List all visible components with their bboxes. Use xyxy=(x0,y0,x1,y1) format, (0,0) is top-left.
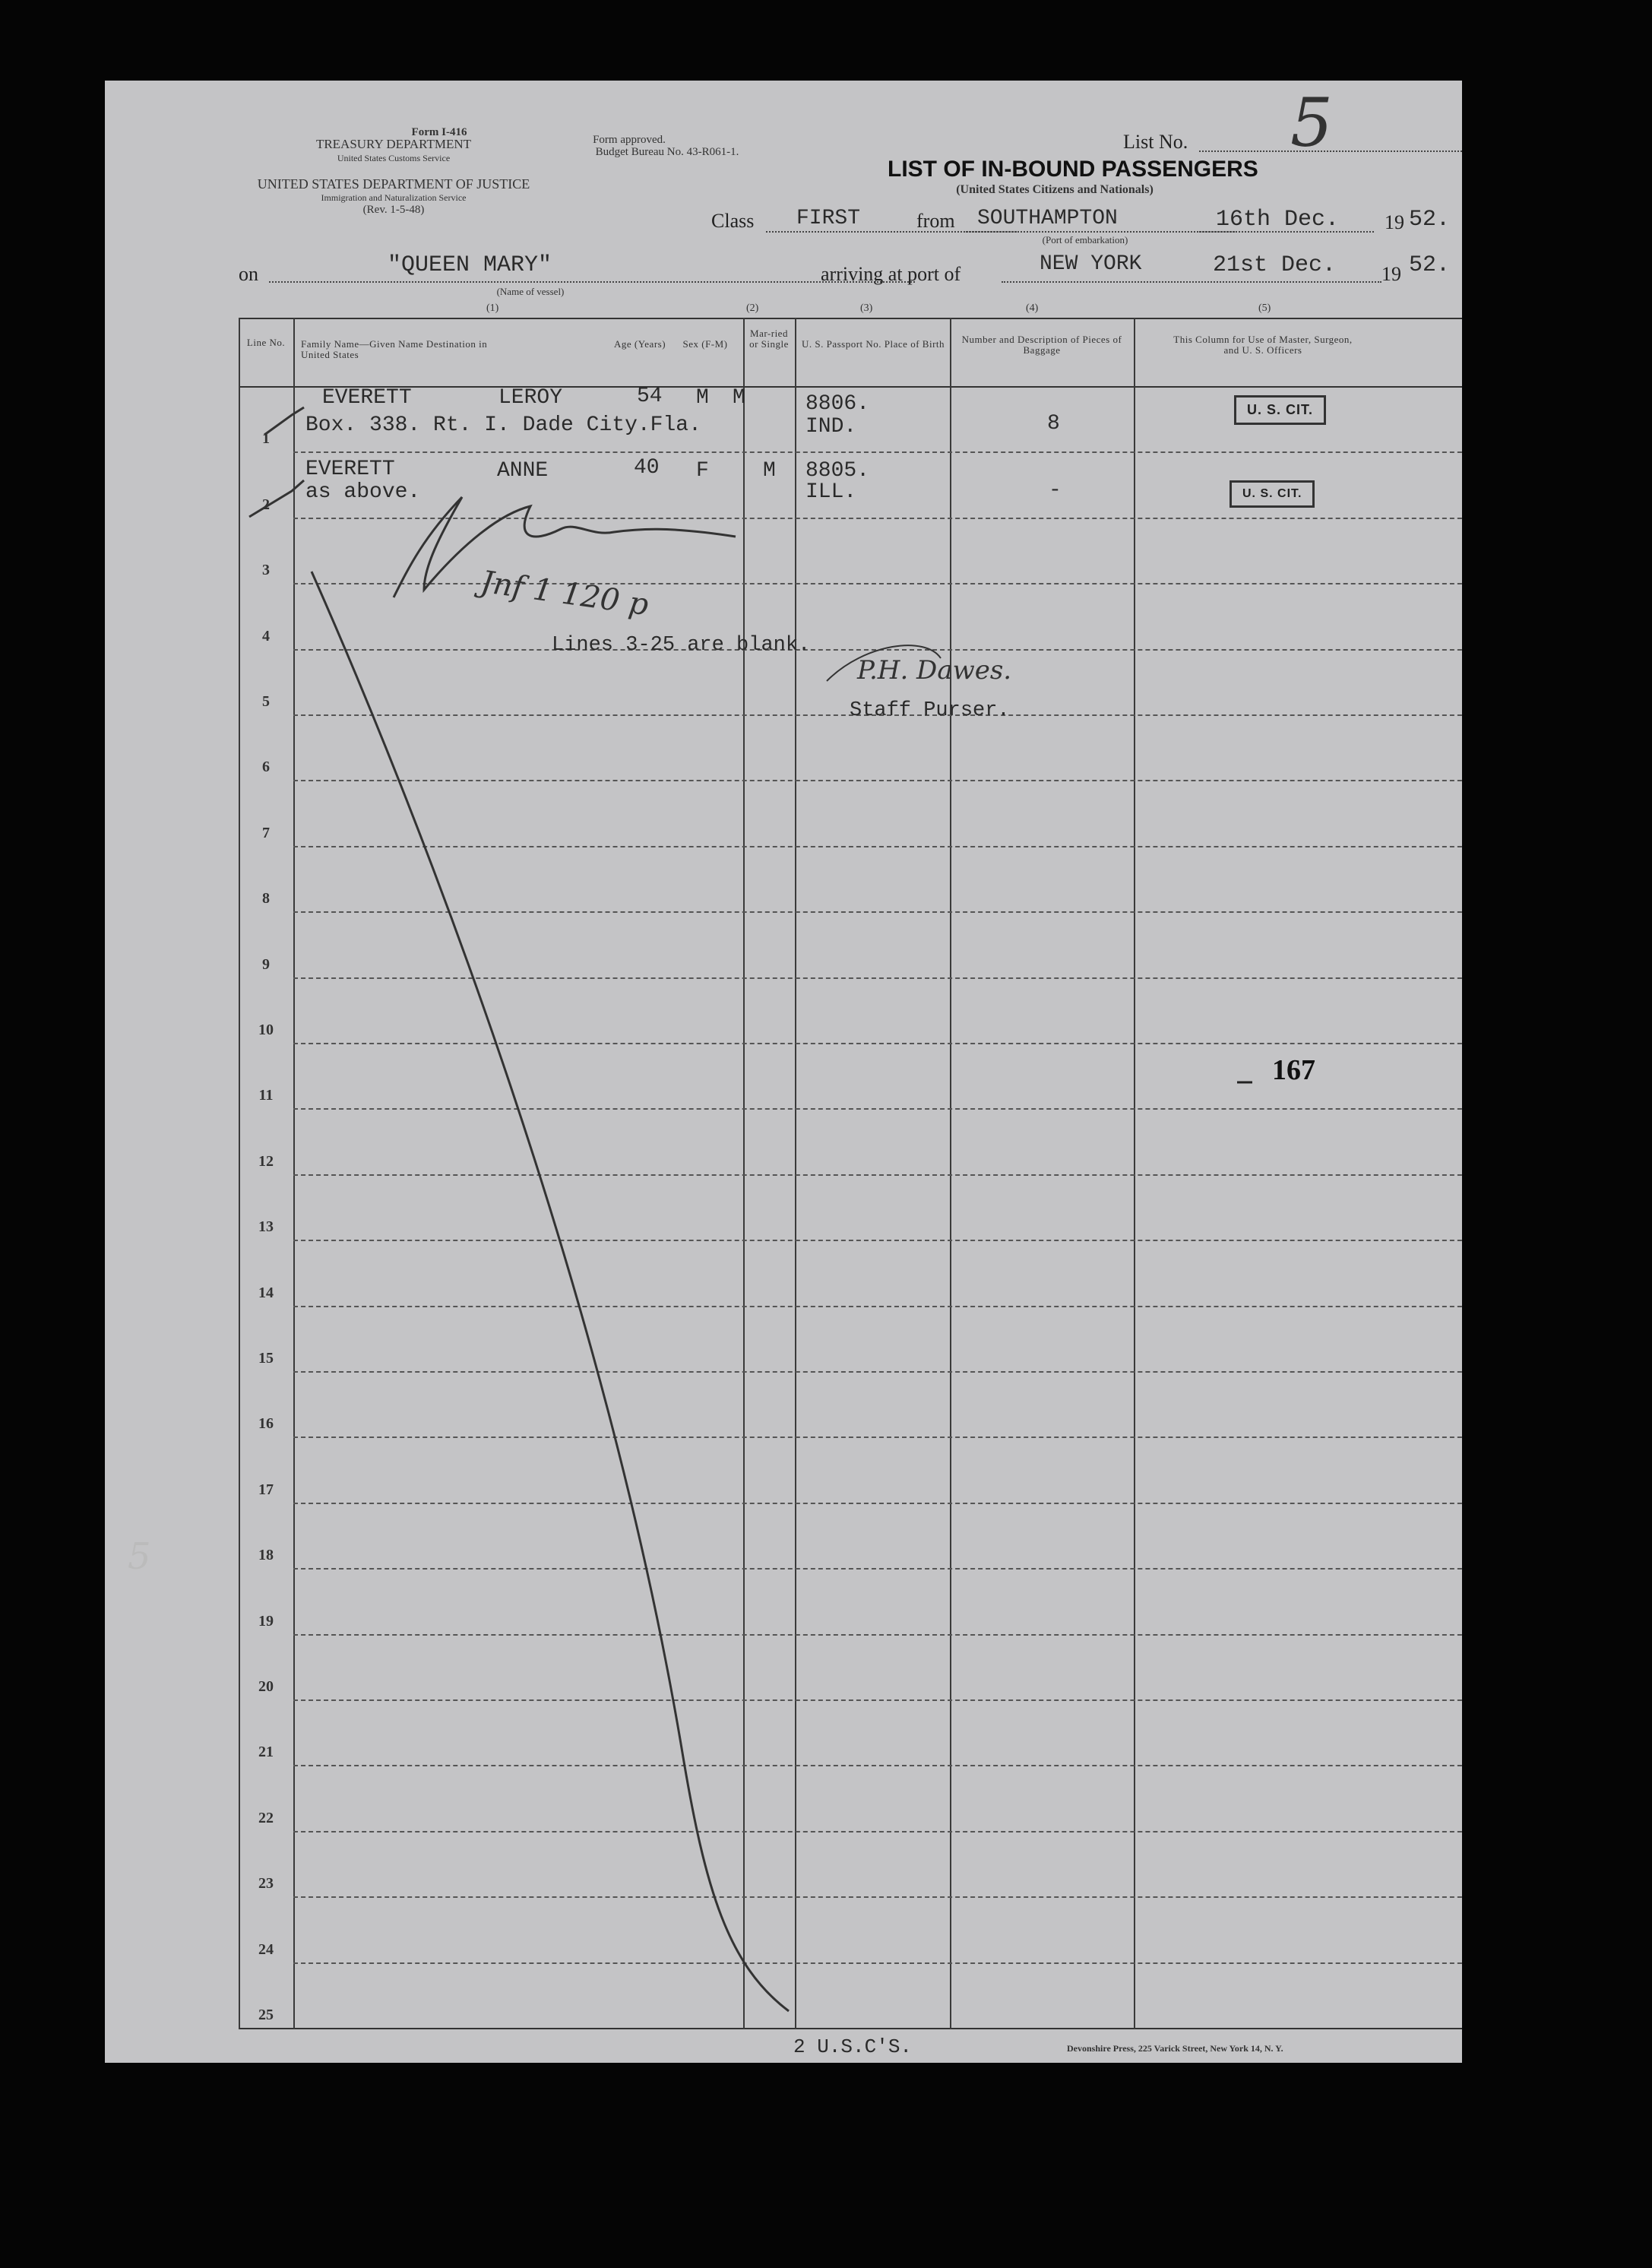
year-prefix-1: 19 xyxy=(1385,211,1404,233)
passenger-1-marital: M xyxy=(733,386,745,410)
port-caption: (Port of embarkation) xyxy=(1042,234,1128,245)
passenger-1-birthplace: IND. xyxy=(805,415,857,439)
table-row-rule xyxy=(293,1371,1462,1373)
table-row-rule xyxy=(293,1043,1462,1044)
header-line-no: Line No. xyxy=(246,337,286,348)
list-no-label: List No. xyxy=(1123,131,1188,153)
passenger-1-family: EVERETT xyxy=(322,386,412,410)
passenger-2-citizen-stamp: U. S. CIT. xyxy=(1230,480,1315,508)
passenger-1-address: Box. 338. Rt. I. Dade City.Fla. xyxy=(305,413,701,437)
table-row-rule xyxy=(293,451,1462,453)
approval-note: Form approved. xyxy=(593,134,666,146)
line-number: 10 xyxy=(258,1022,274,1038)
table-row-rule xyxy=(293,1831,1462,1832)
table-row-rule xyxy=(293,1108,1462,1110)
purser-title: Staff Purser. xyxy=(850,699,1010,722)
line-number: 3 xyxy=(262,562,270,579)
header-age: Age (Years) xyxy=(613,338,666,350)
passenger-1-citizen-stamp: U. S. CIT. xyxy=(1234,395,1326,425)
table-row-rule xyxy=(293,977,1462,979)
header-sex: Sex (F-M) xyxy=(682,338,728,350)
line-number: 7 xyxy=(262,824,270,841)
blank-lines-note: Lines 3-25 are blank. xyxy=(552,634,811,657)
line-number: 9 xyxy=(262,955,270,973)
header-officers: This Column for Use of Master, Surgeon, and U. S. Officers xyxy=(1173,334,1353,356)
table-row-rule xyxy=(293,583,1462,584)
from-value: SOUTHAMPTON xyxy=(977,207,1118,230)
table-row-rule xyxy=(293,846,1462,847)
depart-date: 16th Dec. xyxy=(1216,207,1340,233)
list-number: 5 xyxy=(1290,84,1333,162)
ins-service: Immigration and Naturalization Service xyxy=(321,192,467,203)
justice-dept: UNITED STATES DEPARTMENT OF JUSTICE xyxy=(257,176,530,192)
line-number: 21 xyxy=(258,1744,274,1761)
officer-handwritten-note: Jnf 1 120 p xyxy=(478,564,651,623)
manifest-page xyxy=(105,81,1462,2063)
header-married: Mar-ried or Single xyxy=(749,328,789,350)
class-label: Class xyxy=(711,210,755,232)
from-line xyxy=(964,231,1237,233)
arrival-port: NEW YORK xyxy=(1040,252,1142,276)
table-row-rule xyxy=(293,911,1462,913)
table-row-rule xyxy=(293,1568,1462,1570)
line-number: 24 xyxy=(258,1940,274,1958)
header-name: Family Name—Given Name Destination in United States xyxy=(301,338,488,360)
line-number: 12 xyxy=(258,1152,274,1170)
table-row-rule xyxy=(293,518,1462,519)
vessel-caption: (Name of vessel) xyxy=(496,286,565,297)
passenger-2-birthplace: ILL. xyxy=(805,480,857,504)
column-number-4: (4) xyxy=(1026,303,1039,314)
table-row-rule xyxy=(293,1503,1462,1504)
table-row-rule xyxy=(293,649,1462,651)
arriving-label: arriving at port of xyxy=(821,263,961,285)
table-row-rule xyxy=(293,1437,1462,1438)
table-bottom-border xyxy=(239,2028,1462,2029)
line-number: 16 xyxy=(258,1415,274,1433)
table-row-rule xyxy=(293,1765,1462,1766)
column-number-3: (3) xyxy=(860,303,873,314)
depart-date-line xyxy=(1199,231,1374,233)
header-passport: U. S. Passport No. Place of Birth xyxy=(801,338,945,350)
passenger-2-baggage: - xyxy=(1049,479,1062,502)
table-row-rule xyxy=(293,1634,1462,1636)
line-number: 22 xyxy=(258,1809,274,1826)
purser-signature: P.H. Dawes. xyxy=(857,655,1012,686)
class-value: FIRST xyxy=(796,207,861,230)
form-revision: (Rev. 1-5-48) xyxy=(362,204,425,216)
line-number: 19 xyxy=(258,1612,274,1630)
table-top-border xyxy=(239,318,1462,319)
form-number: Form I-416 xyxy=(411,126,467,138)
table-row-rule xyxy=(293,1240,1462,1241)
line-number: 1 xyxy=(262,430,270,448)
depart-year: 52. xyxy=(1409,207,1451,233)
column-number-5: (5) xyxy=(1258,303,1271,314)
table-row-rule xyxy=(293,1306,1462,1307)
line-number: 13 xyxy=(258,1218,274,1236)
line-number: 25 xyxy=(258,2007,274,2023)
line-number: 8 xyxy=(262,890,270,908)
year-prefix-2: 19 xyxy=(1381,263,1401,285)
arrival-date: 21st Dec. xyxy=(1213,252,1337,278)
line-number: 15 xyxy=(258,1350,274,1367)
passenger-1-baggage: 8 xyxy=(1047,412,1060,436)
passenger-2-address: as above. xyxy=(305,480,421,504)
passenger-1-age: 54 xyxy=(637,385,663,408)
manifest-subtitle: (United States Citizens and Nationals) xyxy=(956,183,1154,196)
arrival-year: 52. xyxy=(1409,252,1451,278)
diagonal-cancel-line xyxy=(312,572,789,2011)
line-number: 18 xyxy=(258,1547,274,1564)
from-label: from xyxy=(916,210,955,232)
passenger-1-given: LEROY xyxy=(498,386,563,410)
table-row-rule xyxy=(293,1174,1462,1176)
column-number-2: (2) xyxy=(746,303,759,314)
vessel-line xyxy=(269,281,915,283)
column-number-1: (1) xyxy=(486,303,499,314)
manifest-title: LIST OF IN-BOUND PASSENGERS xyxy=(888,157,1258,182)
table-row-rule xyxy=(293,1962,1462,1964)
passenger-1-sex: M xyxy=(696,386,709,410)
line-number: 5 xyxy=(262,693,270,710)
passenger-2-age: 40 xyxy=(634,456,660,480)
customs-service: United States Customs Service xyxy=(337,153,451,163)
arrival-line xyxy=(1002,281,1381,283)
line-number: 23 xyxy=(258,1875,274,1893)
passenger-2-passport: 8805. xyxy=(805,459,870,483)
on-label: on xyxy=(239,263,258,285)
table-row-rule xyxy=(293,1699,1462,1701)
line-number: 14 xyxy=(258,1284,274,1301)
passenger-2-sex: F xyxy=(696,459,709,483)
table-left-border xyxy=(239,318,240,2029)
margin-mark: 5 xyxy=(128,1535,151,1578)
table-row-rule xyxy=(293,1896,1462,1898)
header-baggage: Number and Description of Pieces of Baggage xyxy=(961,334,1122,356)
passenger-2-marital: M xyxy=(763,459,776,483)
line-number: 4 xyxy=(262,627,270,645)
budget-note: Budget Bureau No. 43-R061-1. xyxy=(595,146,739,158)
passenger-2-family: EVERETT xyxy=(305,458,395,481)
printer-credit: Devonshire Press, 225 Varick Street, New York 14, N. Y. xyxy=(1067,2043,1283,2054)
treasury-dept: TREASURY DEPARTMENT xyxy=(315,137,472,151)
vessel-name: "QUEEN MARY" xyxy=(388,252,552,278)
line-number: 17 xyxy=(258,1481,274,1498)
line-number: 11 xyxy=(258,1087,274,1104)
footer-citizen-count: 2 U.S.C'S. xyxy=(793,2035,913,2058)
passenger-1-passport: 8806. xyxy=(805,392,870,416)
passenger-2-given: ANNE xyxy=(497,459,549,483)
table-row-rule xyxy=(293,780,1462,781)
line-number: 20 xyxy=(258,1678,274,1695)
line-number: 6 xyxy=(262,759,270,776)
line-number: 2 xyxy=(262,496,270,513)
table-header-border xyxy=(239,386,1462,388)
page-number-stamp: 167 xyxy=(1272,1054,1315,1086)
